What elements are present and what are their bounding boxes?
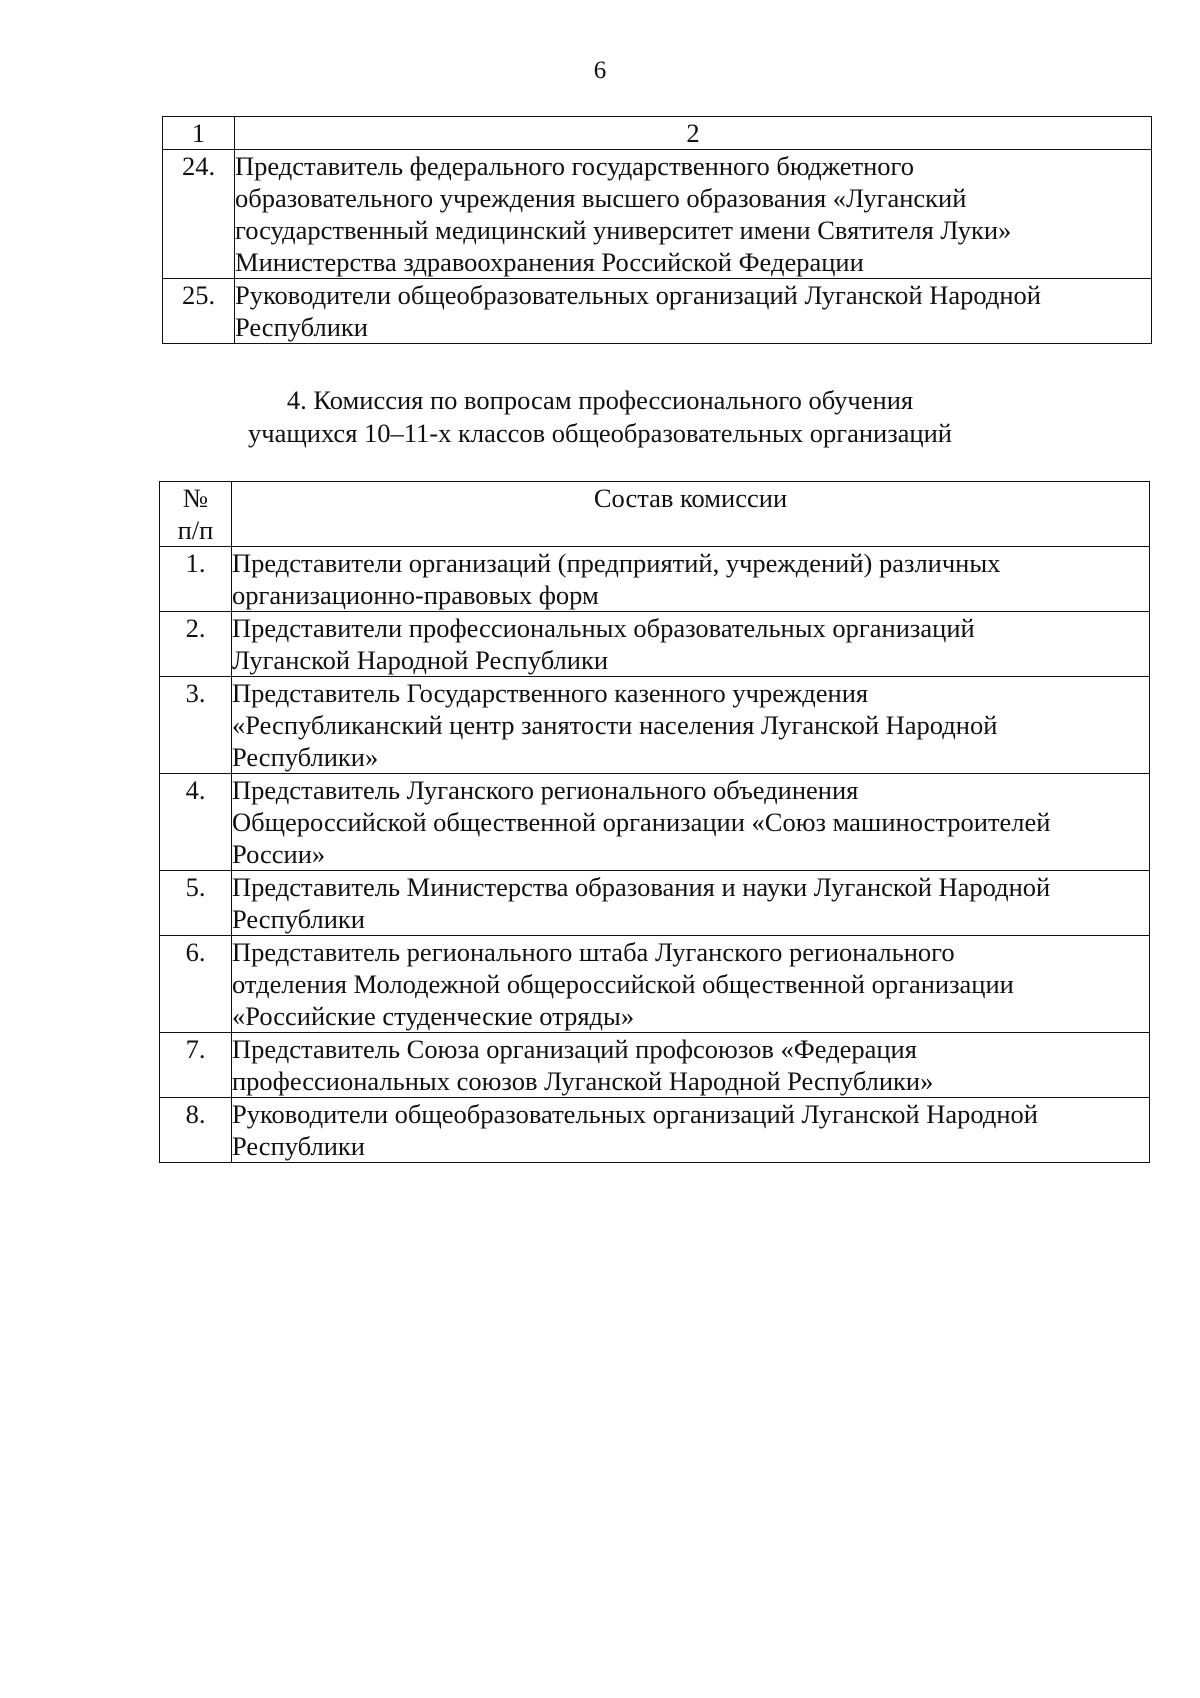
row-text-line: Представители организаций (предприятий, учреждений) различных <box>232 548 1001 578</box>
row-description <box>232 1033 1150 1098</box>
row-description <box>232 936 1150 1033</box>
row-text-line: Представитель федерального государственного бюджетного <box>235 151 914 181</box>
row-description <box>232 1098 1150 1163</box>
row-text-line: Руководители общеобразовательных организаций Луганской Народной <box>235 280 1041 310</box>
row-number: 2. <box>160 612 232 677</box>
table-row <box>160 612 1150 677</box>
row-text-line: Представитель Луганского регионального объединения <box>232 775 859 805</box>
page-number: 6 <box>593 57 607 84</box>
continuation-table <box>162 116 1152 344</box>
row-text-line: Республики» <box>232 742 379 772</box>
row-number: 24. <box>163 150 235 279</box>
row-text-line: государственный медицинский университет имени Святителя Луки» <box>235 215 1012 245</box>
row-description <box>232 677 1150 774</box>
table-row <box>160 677 1150 774</box>
row-description <box>232 774 1150 871</box>
section-heading <box>0 384 1200 450</box>
table-row <box>160 936 1150 1033</box>
row-text-line: Луганской Народной Республики <box>232 645 609 675</box>
table-row <box>160 1098 1150 1163</box>
row-description <box>232 871 1150 936</box>
row-text-line: Республики <box>232 904 365 934</box>
composition-column-header: Состав комиссии <box>232 482 1150 547</box>
row-text-line: России» <box>232 839 326 869</box>
section-heading-line: 4. Комиссия по вопросам профессионального обучения <box>286 385 914 415</box>
row-number: 25. <box>163 279 235 344</box>
continuation-table-body <box>163 150 1152 344</box>
row-number: 3. <box>160 677 232 774</box>
row-text-line: Представитель Министерства образования и науки Луганской Народной <box>232 872 1051 902</box>
number-header-line: п/п <box>177 515 214 545</box>
section-heading-line: учащихся 10–11-х классов общеобразовательных организаций <box>248 418 952 448</box>
row-description <box>235 150 1152 279</box>
column-number-header: 2 <box>235 117 1152 150</box>
row-text-line: образовательного учреждения высшего образования «Луганский <box>235 183 967 213</box>
row-text-line: Представитель Союза организаций профсоюзов «Федерация <box>232 1034 917 1064</box>
commission-table <box>159 481 1150 1163</box>
row-number: 7. <box>160 1033 232 1098</box>
row-text-line: Общероссийской общественной организации «Союз машиностроителей <box>232 807 1051 837</box>
row-number: 8. <box>160 1098 232 1163</box>
row-number: 4. <box>160 774 232 871</box>
row-text-line: профессиональных союзов Луганской Народной Республики» <box>232 1066 934 1096</box>
table-row <box>163 279 1152 344</box>
row-number: 5. <box>160 871 232 936</box>
row-text-line: Представитель Государственного казенного учреждения <box>232 678 869 708</box>
table-header-row <box>160 482 1150 547</box>
commission-table-body <box>160 547 1150 1163</box>
row-text-line: «Республиканский центр занятости населения Луганской Народной <box>232 710 998 740</box>
row-description <box>235 279 1152 344</box>
row-text-line: отделения Молодежной общероссийской общественной организации <box>232 969 1014 999</box>
row-text-line: Министерства здравоохранения Российской Федерации <box>235 247 864 277</box>
table-row <box>160 871 1150 936</box>
table-row <box>160 774 1150 871</box>
number-column-header <box>160 482 232 547</box>
row-text-line: Руководители общеобразовательных организаций Луганской Народной <box>232 1099 1038 1129</box>
table-row <box>160 1033 1150 1098</box>
row-description <box>232 547 1150 612</box>
row-text-line: Республики <box>235 312 368 342</box>
table-header-row <box>163 117 1152 150</box>
row-text-line: Республики <box>232 1131 365 1161</box>
row-description <box>232 612 1150 677</box>
table-row <box>163 150 1152 279</box>
column-number-header: 1 <box>163 117 235 150</box>
row-text-line: Представитель регионального штаба Луганского регионального <box>232 937 955 967</box>
row-text-line: организационно-правовых форм <box>232 580 599 610</box>
row-number: 1. <box>160 547 232 612</box>
row-number: 6. <box>160 936 232 1033</box>
row-text-line: «Российские студенческие отряды» <box>232 1001 635 1031</box>
number-header-line: № <box>182 483 209 513</box>
table-row <box>160 547 1150 612</box>
row-text-line: Представители профессиональных образовательных организаций <box>232 613 975 643</box>
